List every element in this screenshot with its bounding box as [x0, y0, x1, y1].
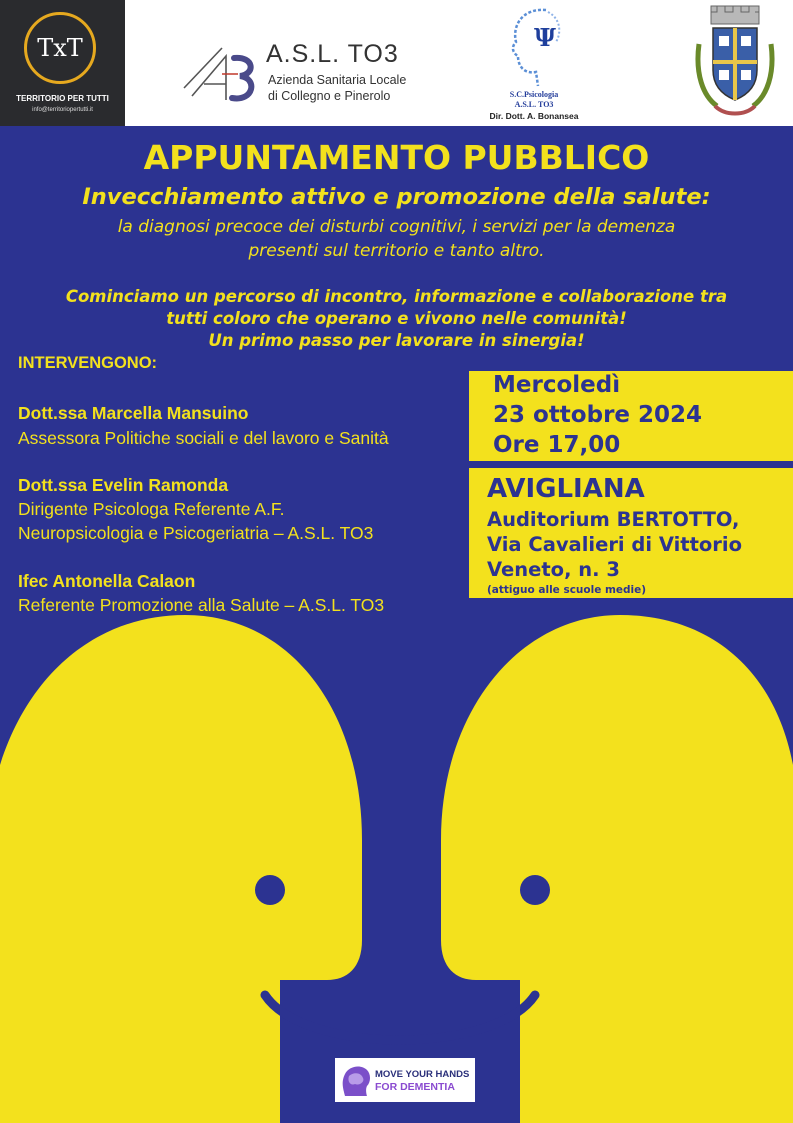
right-eye	[520, 875, 550, 905]
psi-symbol: Ψ	[534, 23, 556, 52]
venue-line-3: Veneto, n. 3	[487, 558, 620, 581]
intro-line-3: Un primo passo per lavorare in sinergia!	[208, 331, 585, 350]
logo-header	[0, 0, 793, 126]
speaker-3-role: Referente Promozione alla Salute – A.S.L. TO3	[18, 595, 385, 615]
coat-of-arms-icon	[693, 4, 777, 122]
event-subtitle: Invecchiamento attivo e promozione della salute:	[82, 184, 711, 210]
mhd-line-1: MOVE YOUR HANDS	[375, 1069, 470, 1080]
txt-logo-name: TERRITORIO PER TUTTI	[16, 94, 109, 103]
venue-line-1: Auditorium BERTOTTO,	[487, 508, 740, 531]
event-day: Mercoledì	[493, 372, 621, 398]
speaker-2-role-2: Neuropsicologia e Psicogeriatria – A.S.L. TO3	[18, 523, 374, 543]
asl-name: A.S.L. TO3	[266, 40, 399, 68]
psicologia-line-1: S.C.Psicologia	[509, 90, 559, 99]
psicologia-line-2: A.S.L. TO3	[514, 100, 554, 109]
speaker-2-role-1: Dirigente Psicologa Referente A.F.	[18, 499, 285, 519]
event-time: Ore 17,00	[493, 432, 621, 458]
two-faces-illustration	[0, 600, 793, 1123]
psicologia-director: Dir. Dott. A. Bonansea	[489, 111, 579, 121]
intro-line-2: tutti coloro che operano e vivono nelle comunità!	[166, 309, 627, 328]
page-title: APPUNTAMENTO PUBBLICO	[143, 138, 650, 177]
asl-subtitle-2: di Collegno e Pinerolo	[268, 89, 391, 103]
txt-logo-mark: TxT	[24, 12, 96, 84]
move-your-hands-logo	[335, 1058, 475, 1102]
mhd-line-2: FOR DEMENTIA	[375, 1081, 455, 1093]
subtitle-line-1: la diagnosi precoce dei disturbi cognitivi, i servizi per la demenza	[117, 217, 676, 237]
left-face-shape	[0, 615, 362, 1123]
asl-subtitle-1: Azienda Sanitaria Locale	[268, 73, 407, 87]
venue-city: AVIGLIANA	[487, 474, 645, 504]
date-box	[469, 371, 793, 461]
psychology-head-icon	[478, 2, 590, 88]
left-eye	[255, 875, 285, 905]
speaker-2-name: Dott.ssa Evelin Ramonda	[18, 475, 229, 495]
venue-box	[469, 468, 793, 598]
asl-logo-icon	[182, 44, 258, 104]
txt-logo-email: info@territoriopertutti.it	[32, 107, 93, 113]
speaker-1-name: Dott.ssa Marcella Mansuino	[18, 403, 249, 423]
speakers-heading: INTERVENGONO:	[18, 354, 158, 372]
event-date: 23 ottobre 2024	[493, 402, 703, 428]
venue-line-2: Via Cavalieri di Vittorio	[487, 533, 743, 556]
venue-note: (attiguo alle scuole medie)	[487, 584, 647, 596]
speaker-3-name: Ifec Antonella Calaon	[18, 571, 196, 591]
brain-head-icon	[339, 1062, 373, 1098]
subtitle-line-2: presenti sul territorio e tanto altro.	[248, 241, 545, 261]
right-face-shape	[441, 615, 793, 1123]
intro-line-1: Cominciamo un percorso di incontro, informazione e collaborazione tra	[65, 287, 728, 306]
shared-smile	[265, 995, 535, 1040]
speaker-1-role: Assessora Politiche sociali e del lavoro e Sanità	[18, 428, 389, 448]
territorio-per-tutti-logo	[0, 0, 125, 126]
